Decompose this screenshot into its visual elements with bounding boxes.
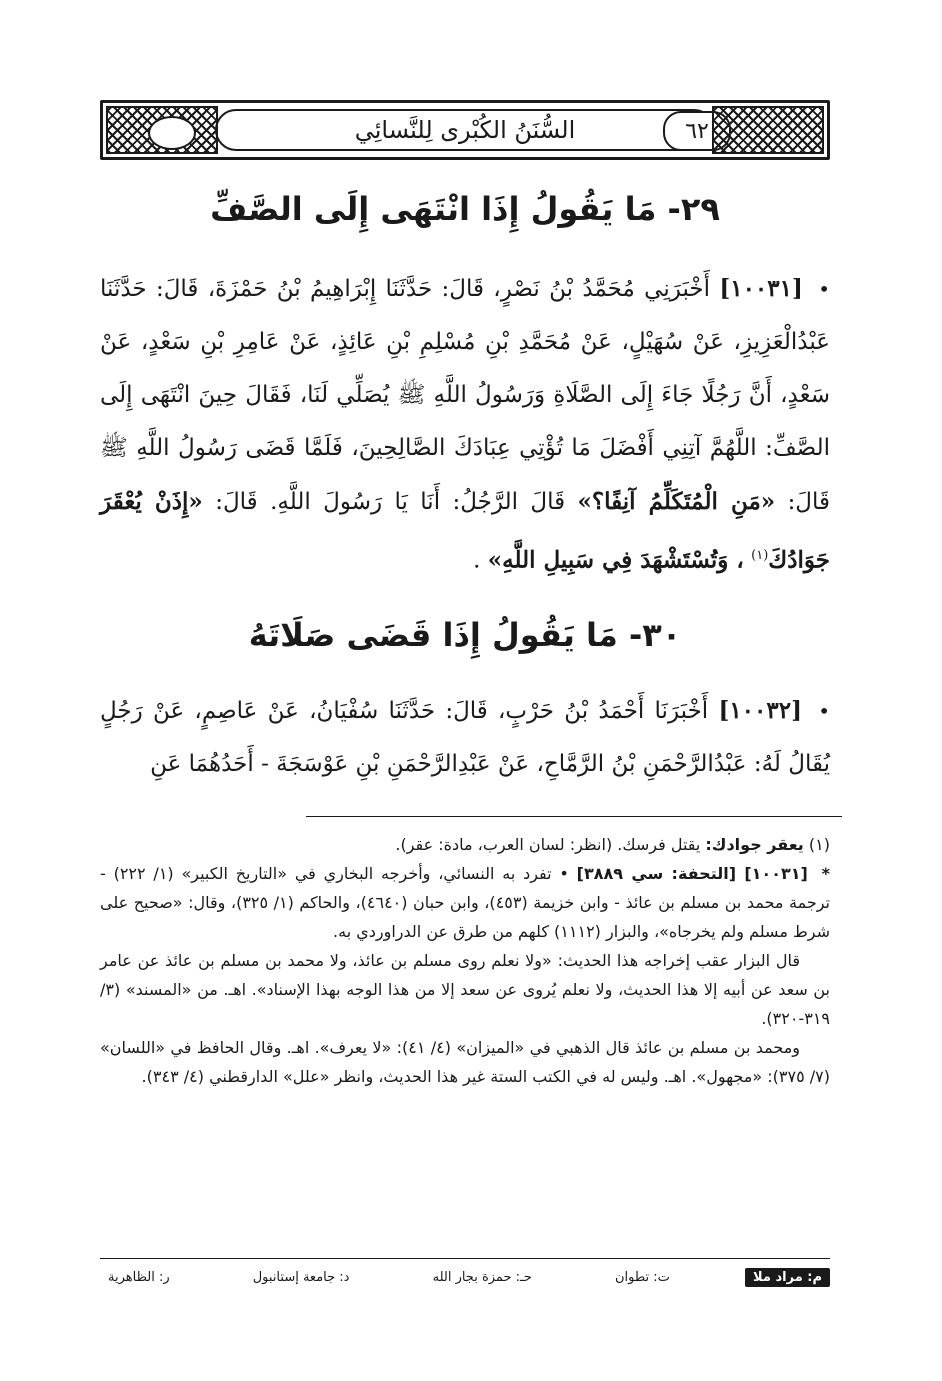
header-ornament-left <box>106 106 218 154</box>
footnote-number: (١) <box>808 835 830 854</box>
takhrij-note: قال البزار عقب إخراجه هذا الحديث: «ولا نعلم روى مسلم بن عائذ، ولا محمد بن مسلم بن عائذ عن عامر بن سعد عن أبيه إلا هذا الحديث، ولا نعلم يُروى عن سعد إلا من هذا الوجه بهذا الإسناد». اهـ. من «المسند» (٣/ ٣١٩-٣٢٠). <box>100 951 830 1028</box>
hadith-text: قَالَ الرَّجُلُ: أَنَا يَا رَسُولَ اللَّهِ. قَالَ: <box>215 489 566 515</box>
publisher-seal-icon <box>148 116 196 150</box>
footnote-divider <box>306 816 842 817</box>
footnote-text: يقتل فرسك. (انظر: لسان العرب، مادة: عقر). <box>395 835 701 854</box>
asterisk-icon: * <box>821 864 830 883</box>
manuscript-r: ر: الظاهرية <box>108 1269 170 1285</box>
takhrij-text: • تفرد به النسائي، وأخرجه البخاري في «التاريخ الكبير» (١/ ٢٢٢) - ترجمة محمد بن مسلم بن عائذ - وابن خزيمة (٤٥٣)، وابن حبان (٤٦٤٠)، والحاكم (١/ ٣٢٥)، وقال: «صحيح على شرط مسلم ولم يخرجاه»، والبزار (١١١٢) كلهم من طرق عن الدراوردي به. <box>100 864 831 941</box>
footnote-1 <box>100 830 830 859</box>
sentence-end: . <box>473 547 481 574</box>
footer-divider <box>100 1258 830 1259</box>
prophet-saying: «إِذَنْ يُعْقَرَ جَوَادُكَ <box>100 488 830 574</box>
hadith-number: [١٠٠٣٢] <box>718 697 802 724</box>
page-header <box>100 100 830 160</box>
bullet: • <box>818 699 831 723</box>
manuscripts-legend <box>100 1262 830 1292</box>
manuscript-t: ت: تطوان <box>614 1269 670 1285</box>
hadith-text: أَخْبَرَنِي مُحَمَّدُ بْنُ نَصْرٍ، قَالَ: حَدَّثَنَا إِبْرَاهِيمُ بْنُ حَمْزَةَ، قَالَ: حَدَّثَنَا عَبْدُالْعَزِيزِ، عَنْ سُهَيْلٍ، عَنْ مُحَمَّدِ بْنِ مُسْلِمِ بْنِ عَائِذٍ، عَنْ عَامِرِ بْنِ سَعْدٍ، عَنْ سَعْدٍ، أَنَّ رَجُلًا جَاءَ إِلَى الصَّلَاةِ وَرَسُولُ اللَّهِ ﷺ يُصَلِّي لَنَا، فَقَالَ حِينَ انْتَهَى إِلَى الصَّفِّ: اللَّهُمَّ آتِنِي أَفْضَلَ مَا تُؤْتِي عِبَادَكَ الصَّالِحِينَ، فَلَمَّا قَضَى رَسُولُ اللَّهِ ﷺ قَالَ: <box>100 276 831 515</box>
chapter-heading-30: ٣٠- مَا يَقُولُ إِذَا قَضَى صَلَاتَهُ <box>248 616 682 654</box>
hadith-10032 <box>100 684 830 791</box>
bullet: • <box>818 277 831 301</box>
manuscript-m: م: مراد ملا <box>745 1268 830 1287</box>
chapter-heading-29: ٢٩- مَا يَقُولُ إِذَا انْتَهَى إِلَى الصَّفِّ <box>210 190 720 228</box>
prophet-saying: «مَنِ الْمُتَكَلِّمُ آنِفًا؟» <box>577 488 776 515</box>
manuscript-h: حـ: حمزة بجار الله <box>432 1269 532 1285</box>
takhrij-note: ومحمد بن مسلم بن عائذ قال الذهبي في «الميزان» (٤/ ٤١): «لا يعرف». اهـ. وقال الحافظ في «اللسان» (٧/ ٣٧٥): «مجهول». اهـ. وليس له في الكتب الستة غير هذا الحديث، وانظر «علل» الدارقطني (٤/ ٣٤٣). <box>100 1038 830 1086</box>
prophet-saying: ، وَتُسْتَشْهَدَ فِي سَبِيلِ اللَّهِ» <box>487 546 744 574</box>
book-title: السُّنَنُ الكُبْرى لِلنَّسائِي <box>215 109 715 151</box>
manuscript-d: د: جامعة إستانبول <box>252 1269 350 1285</box>
footnotes <box>100 830 830 1091</box>
footnote-marker[interactable]: (١) <box>751 548 769 563</box>
page-number: ٦٢ <box>663 111 731 151</box>
takhrij-ref: [١٠٠٣١] [التحفة: سي ٣٨٨٩] <box>576 864 808 883</box>
hadith-text: أَخْبَرَنَا أَحْمَدُ بْنُ حَرْبٍ، قَالَ: حَدَّثَنَا سُفْيَانُ، عَنْ عَاصِمٍ، عَنْ رَجُلٍ يُقَالُ لَهُ: عَبْدُالرَّحْمَنِ بْنُ الرَّمَّاحِ، عَنْ عَبْدِالرَّحْمَنِ بْنِ عَوْسَجَةَ - أَحَدُهُمَا عَنِ <box>100 698 830 777</box>
footnote-term: يعقر جوادك: <box>705 835 804 854</box>
hadith-10031 <box>100 262 830 588</box>
takhrij-10031 <box>100 859 830 946</box>
hadith-number: [١٠٠٣١] <box>719 275 803 302</box>
header-ornament-right <box>712 106 824 154</box>
